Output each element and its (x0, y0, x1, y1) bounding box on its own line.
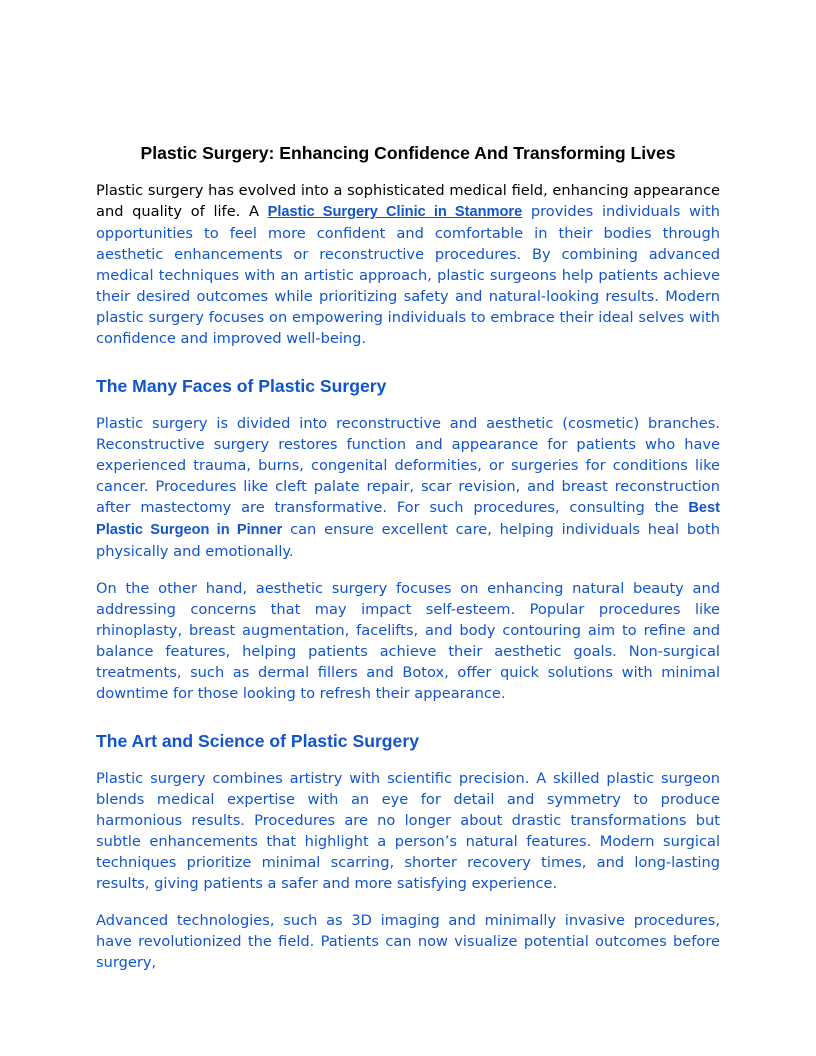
section-heading-many-faces: The Many Faces of Plastic Surgery (96, 376, 387, 396)
art-science-paragraph-2: Advanced technologies, such as 3D imaging and minimally invasive procedures, have revolutionized the field. Patients can now visualize potential outcomes before surgery, (96, 912, 720, 971)
many-faces-p1-text-after: can ensure excellent care, helping individuals heal both physically and emotionally. (96, 521, 720, 560)
intro-text-black: Plastic surgery has evolved into a sophisticated medical field, enhancing appearance and quality of life. A (96, 182, 720, 220)
intro-text-blue: provides individuals with opportunities to feel more confident and comfortable in their bodies through aesthetic enhancements or reconstructive procedures. By combining advanced medical techniques with an artistic approach, plastic surgeons help patients achieve their desired outcomes while prioritizing safety and natural-looking results. Modern plastic surgery focuses on empowering individuals to embrace their ideal selves with confidence and improved well-being. (96, 203, 720, 347)
page-title: Plastic Surgery: Enhancing Confidence And Transforming Lives (140, 143, 676, 163)
intro-paragraph (96, 180, 720, 349)
document-page (96, 140, 720, 989)
art-science-paragraph-1: Plastic surgery combines artistry with scientific precision. A skilled plastic surgeon blends medical expertise with an eye for detail and symmetry to produce harmonious results. Procedures are no longer about drastic transformations but subtle enhancements that highlight a person’s natural features. Modern surgical techniques prioritize minimal scarring, shorter recovery times, and long-lasting results, giving patients a safer and more satisfying experience. (96, 770, 720, 892)
many-faces-paragraph-1 (96, 413, 720, 562)
many-faces-p1-text-before: Plastic surgery is divided into reconstructive and aesthetic (cosmetic) branches. Reconstructive surgery restores function and appearance for patients who have experienced trauma, burns, congenital deformities, or surgeries for conditions like cancer. Procedures like cleft palate repair, scar revision, and breast reconstruction after mastectomy are transformative. For such procedures, consulting the (96, 415, 720, 516)
pinner-surgeon-text: Best Plastic Surgeon in Pinner (96, 500, 720, 538)
stanmore-clinic-link[interactable]: Plastic Surgery Clinic in Stanmore (267, 204, 523, 220)
many-faces-paragraph-2: On the other hand, aesthetic surgery focuses on enhancing natural beauty and addressing concerns that may impact self-esteem. Popular procedures like rhinoplasty, breast augmentation, facelifts, and body contouring aim to refine and balance features, helping patients achieve their aesthetic goals. Non-surgical treatments, such as dermal fillers and Botox, offer quick solutions with minimal downtime for those looking to refresh their appearance. (96, 580, 720, 702)
section-heading-art-science: The Art and Science of Plastic Surgery (96, 731, 419, 751)
